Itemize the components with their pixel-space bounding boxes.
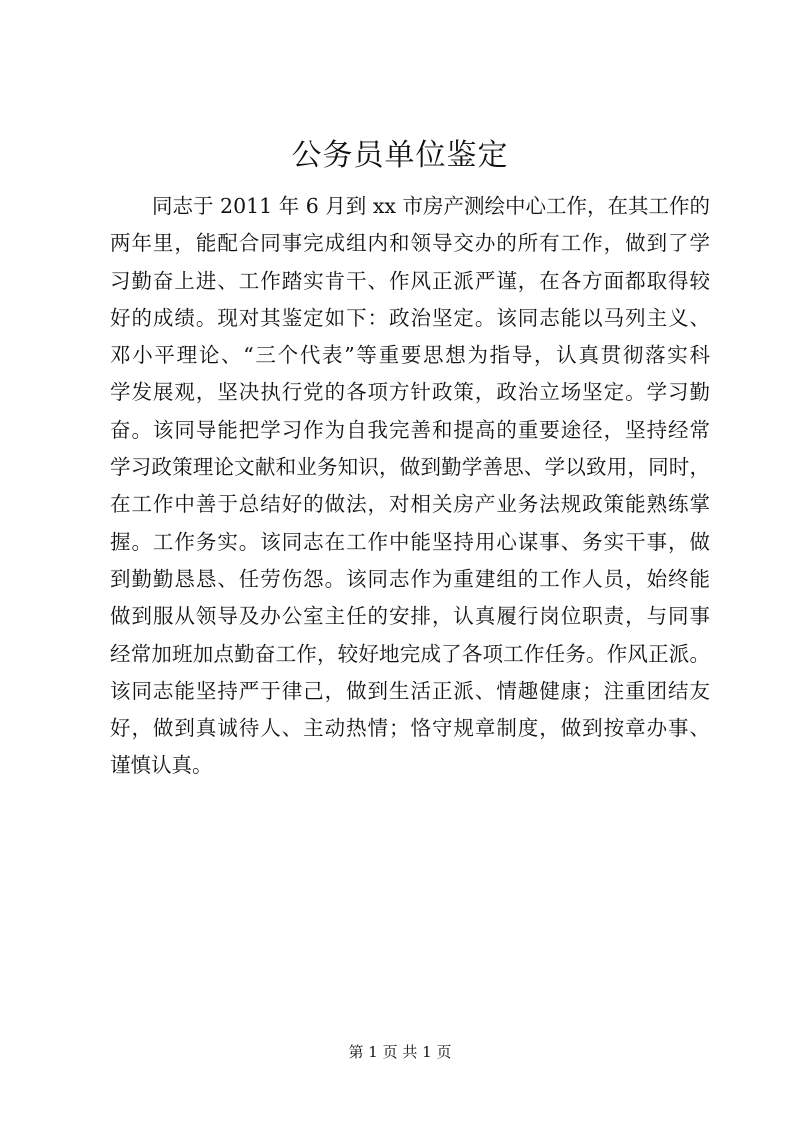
body-line: 学发展观，坚决执行党的各项方针政策，政治立场坚定。学习勤 bbox=[110, 380, 710, 405]
body-line: 邓小平理论、“三个代表”等重要思想为指导，认真贯彻落实科 bbox=[110, 343, 710, 368]
body-line: 两年里，能配合同事完成组内和领导交办的所有工作，做到了学 bbox=[110, 231, 710, 256]
document-body bbox=[110, 188, 710, 785]
body-line: 做到服从领导及办公室主任的安排，认真履行岗位职责，与同事 bbox=[110, 604, 710, 629]
body-line: 在工作中善于总结好的做法，对相关房产业务法规政策能熟练掌 bbox=[110, 492, 710, 517]
body-line: 学习政策理论文献和业务知识，做到勤学善思、学以致用，同时， bbox=[110, 455, 710, 480]
document-title: 公务员单位鉴定 bbox=[291, 138, 509, 173]
body-line: 握。工作务实。该同志在工作中能坚持用心谋事、务实干事，做 bbox=[110, 529, 710, 554]
body-line: 好的成绩。现对其鉴定如下：政治坚定。该同志能以马列主义、 bbox=[110, 305, 710, 330]
body-line: 习勤奋上进、工作踏实肯干、作风正派严谨，在各方面都取得较 bbox=[110, 268, 710, 293]
body-line: 经常加班加点勤奋工作，较好地完成了各项工作任务。作风正派。 bbox=[110, 641, 710, 666]
body-line: 该同志能坚持严于律己，做到生活正派、情趣健康；注重团结友 bbox=[110, 678, 710, 703]
body-line: 谨慎认真。 bbox=[110, 753, 213, 778]
body-line: 奋。该同导能把学习作为自我完善和提高的重要途径，坚持经常 bbox=[110, 417, 710, 442]
body-line: 到勤勤恳恳、任劳伤怨。该同志作为重建组的工作人员，始终能 bbox=[110, 566, 710, 591]
body-line: 好，做到真诚待人、主动热情；恪守规章制度，做到按章办事、 bbox=[110, 716, 710, 741]
page-number-footer: 第 1 页 共 1 页 bbox=[348, 1043, 452, 1061]
body-line: 同志于 2011 年 6 月到 xx 市房产测绘中心工作，在其工作的 bbox=[152, 194, 710, 218]
